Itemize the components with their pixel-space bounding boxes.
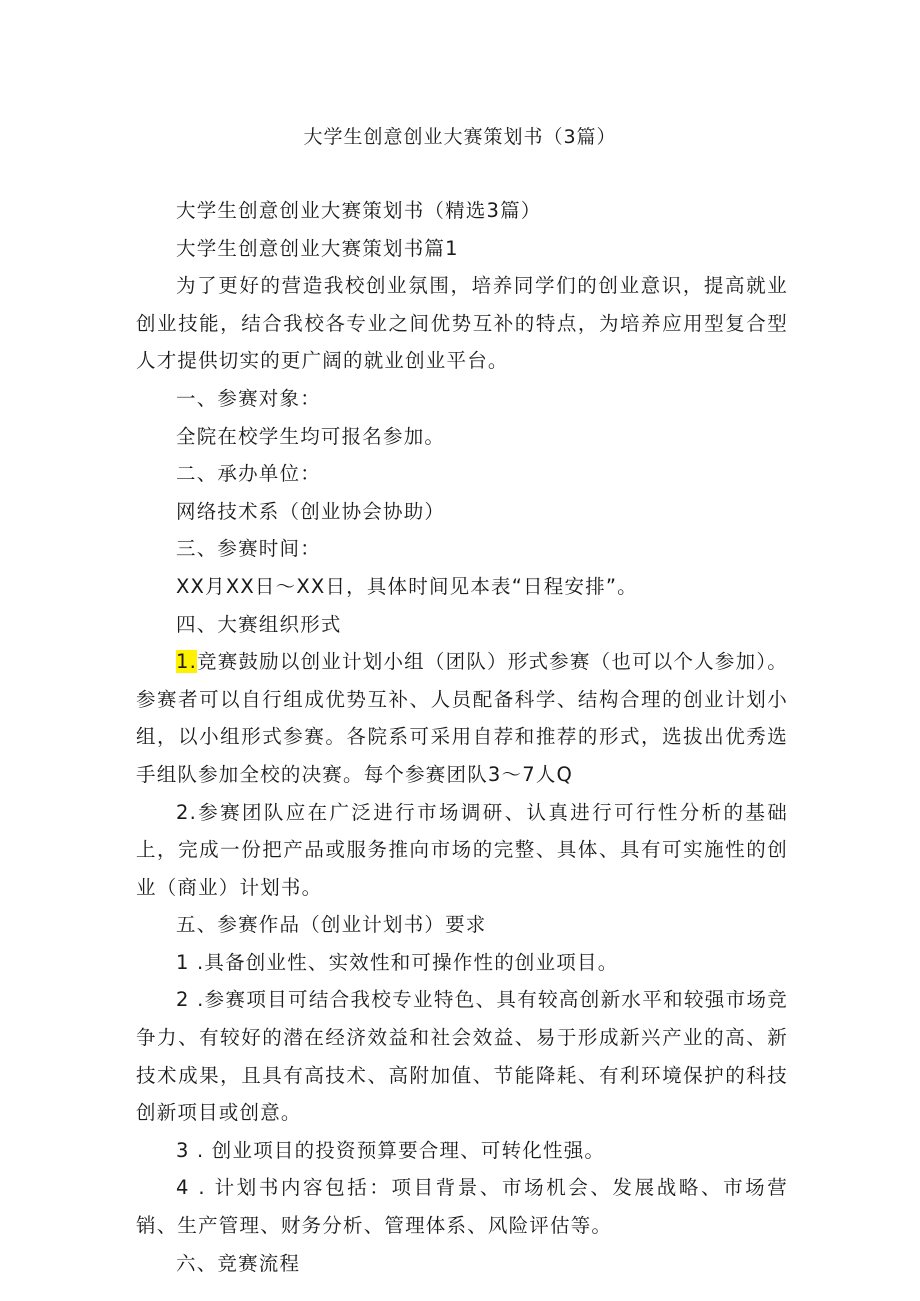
paragraph: 六、竞赛流程 [176, 1251, 301, 1275]
paragraph: 四、大赛组织形式 [176, 612, 342, 636]
subtitle: 大学生创意创业大赛策划书（精选3篇） [176, 199, 542, 222]
paragraph: 为了更好的营造我校创业氛围，培养同学们的创业意识，提高就业创业技能，结合我校各专业之间优势互补的特点，为培养应用型复合型人才提供切实的更广阔的就业创业平台。 [136, 274, 788, 373]
paragraph-text: 竞赛鼓励以创业计划小组（团队）形式参赛（也可以个人参加）。参赛者可以自行组成优势互补、人员配备科学、结构合理的创业计划小组，以小组形式参赛。各院系可采用自荐和推荐的形式，选拔出优秀选手组队参加全校的决赛。每个参赛团队3～7人Q [136, 650, 788, 786]
section-heading: 大学生创意创业大赛策划书篇1 [176, 236, 459, 260]
document-body [136, 192, 788, 1282]
highlighted-paragraph [136, 643, 788, 793]
paragraph: XX月XX日～XX日，具体时间见本表“日程安排”。 [176, 574, 638, 598]
paragraph: 一、参赛对象： [176, 386, 321, 410]
paragraph: 全院在校学生均可报名参加。 [176, 424, 446, 448]
highlight-marker: 1. [176, 650, 198, 674]
paragraph: 4 . 计划书内容包括：项目背景、市场机会、发展战略、市场营销、生产管理、财务分析、管理体系、风险评估等。 [136, 1176, 788, 1238]
paragraph: 三、参赛时间： [176, 537, 321, 561]
paragraph: 1 .具备创业性、实效性和可操作性的创业项目。 [176, 950, 619, 974]
paragraph: 网络技术系（创业协会协助） [176, 499, 446, 523]
document-title: 大学生创意创业大赛策划书（3篇） [303, 126, 617, 148]
paragraph: 3 . 创业项目的投资预算要合理、可转化性强。 [176, 1138, 606, 1162]
paragraph: 2.参赛团队应在广泛进行市场调研、认真进行可行性分析的基础上，完成一份把产品或服务推向市场的完整、具体、具有可实施性的创业（商业）计划书。 [136, 800, 788, 899]
paragraph: 2 .参赛项目可结合我校专业特色、具有较高创新水平和较强市场竞争力、有较好的潜在经济效益和社会效益、易于形成新兴产业的高、新技术成果，且具有高技术、高附加值、节能降耗、有利环境保护的科技创新项目或创意。 [136, 988, 788, 1125]
paragraph: 五、参赛作品（创业计划书）要求 [176, 913, 487, 937]
paragraph: 二、承办单位： [176, 462, 321, 486]
